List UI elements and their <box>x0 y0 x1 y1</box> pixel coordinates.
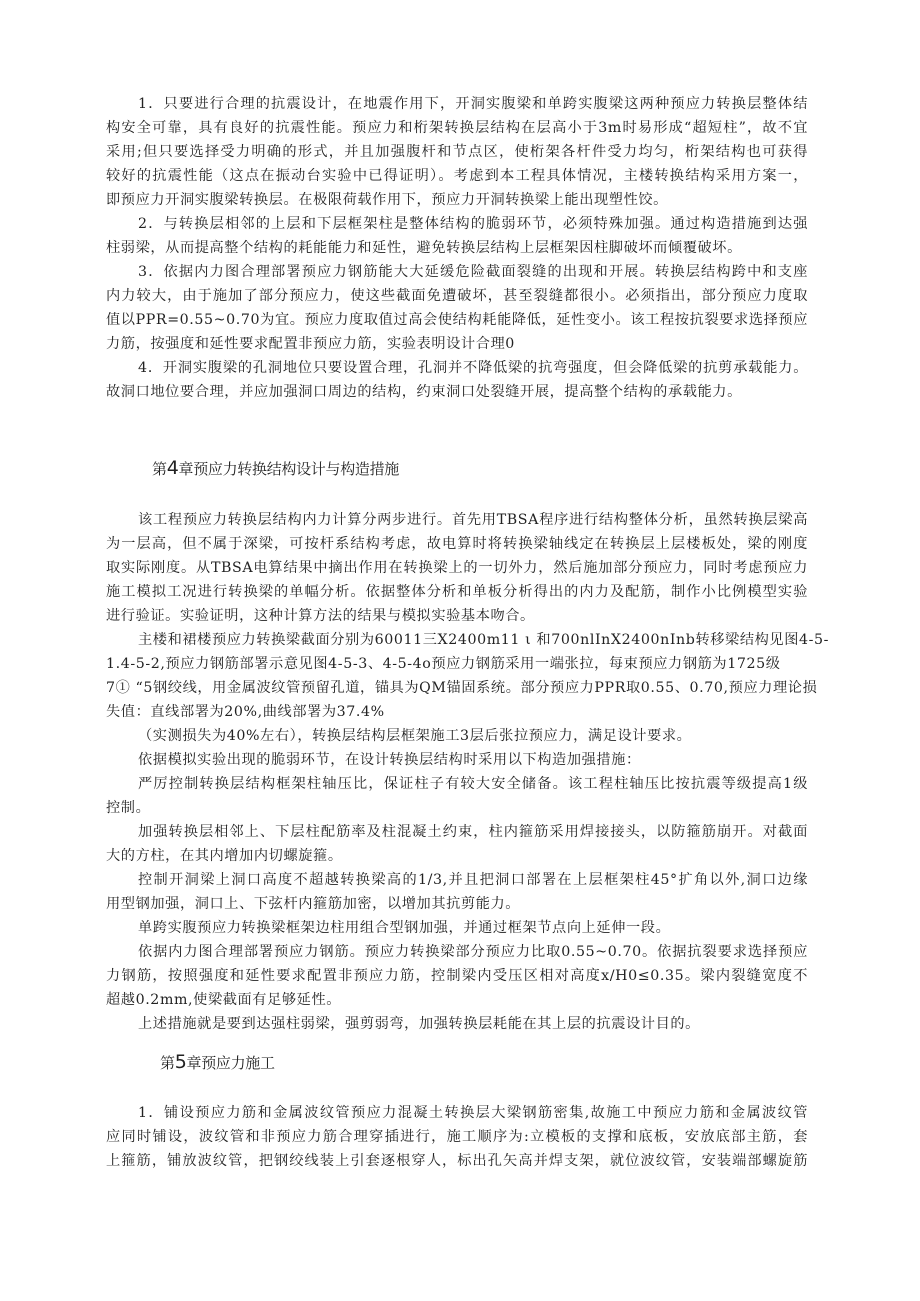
ch5-paragraph-line: 1．铺设预应力筋和金属波纹管预应力混凝土转换层大梁钢筋密集,故施工中预应力筋和金属波纹管 <box>138 1105 808 1121</box>
paragraph-1-line: 1．只要进行合理的抗震设计，在地震作用下，开洞实腹梁和单跨实腹梁这两种预应力转换层整体结 <box>138 96 808 112</box>
ch4-paragraph-line: 大的方柱，在其内增加内切螺旋箍。 <box>106 848 343 864</box>
chapter-5-heading <box>160 1052 275 1073</box>
heading-number: 4 <box>166 457 179 479</box>
ch4-paragraph-line: 依据模拟实验出现的脆弱环节，在设计转换层结构时采用以下构造加强措施： <box>138 752 641 768</box>
ch4-paragraph-line: 7① “5钢绞线，用金属波纹管预留孔道，锚具为QM锚固系统。部分预应力PPR取0.55、0.70,预应力理论损 <box>106 680 818 696</box>
paragraph-3-line: 值以PPR=0.55~0.70为宜。预应力度取值过高会使结构耗能降低，延性变小。该工程按抗裂要求选择预应 <box>106 312 808 328</box>
paragraph-4-line: 4．开洞实腹梁的孔洞地位只要设置合理，孔洞并不降低梁的抗弯强度，但会降低梁的抗剪承载能力。 <box>138 360 808 376</box>
chapter-4-heading <box>152 458 399 479</box>
ch4-paragraph-line: 力钢筋，按照强度和延性要求配置非预应力筋，控制梁内受压区相对高度x/H0≤0.35。梁内裂缝宽度不 <box>106 968 808 984</box>
paragraph-2-line: 2．与转换层相邻的上层和下层框架柱是整体结构的脆弱环节，必须特殊加强。通过构造措施到达强 <box>138 216 808 232</box>
ch4-paragraph-line: 进行验证。实验证明，这种计算方法的结果与模拟实验基本吻合。 <box>106 608 535 624</box>
paragraph-1-line: 较好的抗震性能（这点在振动台实验中已得证明）。考虑到本工程具体情况，主楼转换结构采用方案一， <box>106 168 808 184</box>
ch4-paragraph-line: 控制。 <box>106 800 151 816</box>
ch4-paragraph-line: 该工程预应力转换层结构内力计算分两步进行。首先用TBSA程序进行结构整体分析，虽然转换层梁高 <box>138 512 808 528</box>
ch4-paragraph-line: 1.4-5-2,预应力钢筋部署示意见图4-5-3、4-5-4o预应力钢筋采用一端张拉，每束预应力钢筋为1725级 <box>106 656 781 672</box>
paragraph-3-line: 内力较大，由于施加了部分预应力，使这些截面免遭破坏，甚至裂缝都很小。必须指出，部分预应力度取 <box>106 288 808 304</box>
ch4-paragraph-line: 依据内力图合理部署预应力钢筋。预应力转换梁部分预应力比取0.55~0.70。依据抗裂要求选择预应 <box>138 944 808 960</box>
paragraph-1-line: 即预应力开洞实腹梁转换层。在极限荷载作用下，预应力开洞转换梁上能出现塑性饺。 <box>106 192 668 208</box>
paragraph-3-line: 3．依据内力图合理部署预应力钢筋能大大延缓危险截面裂缝的出现和开展。转换层结构跨中和支座 <box>138 264 808 280</box>
paragraph-4-line: 故洞口地位要合理，并应加强洞口周边的结构，约束洞口处裂缝开展，提高整个结构的承载能力。 <box>106 384 742 400</box>
ch4-paragraph-line: 单跨实腹预应力转换梁框架边柱用组合型钢加强，并通过框架节点向上延伸一段。 <box>138 920 671 936</box>
paragraph-1-line: 构安全可靠，具有良好的抗震性能。预应力和桁架转换层结构在层高小于3m时易形成“超短柱”，故不宜 <box>106 120 808 136</box>
ch5-paragraph-line: 应同时铺设，波纹管和非预应力筋合理穿插进行，施工顺序为:立模板的支撑和底板，安放底部主筋，套 <box>106 1129 808 1145</box>
ch4-paragraph-line: 主楼和裙楼预应力转换梁截面分别为60011三X2400m11 ι 和700nlInX2400nInb转移梁结构见图4-5- <box>138 632 830 648</box>
ch4-paragraph-line: 用型钢加强，洞口上、下弦杆内箍筋加密，以增加其抗剪能力。 <box>106 896 521 912</box>
ch4-paragraph-line: 控制开洞梁上洞口高度不超越转换梁高的1/3,并且把洞口部署在上层框架柱45°扩角以外,洞口边缘 <box>138 872 808 888</box>
heading-prefix: 第 <box>160 1054 175 1072</box>
ch4-paragraph-line: 为一层高，但不属于深梁，可按杆系结构考虑，故电算时将转换梁轴线定在转换层上层楼板处，梁的刚度 <box>106 536 808 552</box>
ch4-paragraph-line: 上述措施就是要到达强柱弱梁，强剪弱弯，加强转换层耗能在其上层的抗震设计目的。 <box>138 1016 700 1032</box>
ch4-paragraph-line: 失值：直线部署为20%,曲线部署为37.4% <box>106 704 385 720</box>
paragraph-1-line: 采用;但只要选择受力明确的形式，并且加强腹杆和节点区，使桁架各杆件受力均匀，桁架结构也可获得 <box>106 144 808 160</box>
ch4-paragraph-line: （实测损失为40%左右），转换层结构层框架施工3层后张拉预应力，满足设计要求。 <box>138 728 692 744</box>
heading-title: 章预应力转换结构设计与构造措施 <box>178 460 400 478</box>
paragraph-2-line: 柱弱梁，从而提高整个结构的耗能能力和延性，避免转换层结构上层框架因柱脚破坏而倾覆破坏。 <box>106 240 742 256</box>
ch4-paragraph-line: 超越0.2mm,使梁截面有足够延性。 <box>106 992 342 1008</box>
ch5-paragraph-line: 上箍筋，铺放波纹管，把钢绞线装上引套逐根穿人，标出孔矢高并焊支架，就位波纹管，安装端部螺旋筋 <box>106 1153 808 1169</box>
ch4-paragraph-line: 施工模拟工况进行转换梁的单幅分析。依据整体分析和单板分析得出的内力及配筋，制作小比例模型实验 <box>106 584 808 600</box>
heading-prefix: 第 <box>152 460 167 478</box>
ch4-paragraph-line: 加强转换层相邻上、下层柱配筋率及柱混凝土约束，柱内箍筋采用焊接接头，以防箍筋崩开。对截面 <box>138 824 808 840</box>
ch4-paragraph-line: 取实际刚度。从TBSA电算结果中摘出作用在转换梁上的一切外力，然后施加部分预应力，同时考虑预应力 <box>106 560 808 576</box>
heading-title: 章预应力施工 <box>186 1054 275 1072</box>
paragraph-3-line: 力筋，按强度和延性要求配置非预应力筋，实验表明设计合理0 <box>106 336 515 352</box>
ch4-paragraph-line: 严厉控制转换层结构框架柱轴压比，保证柱子有较大安全储备。该工程柱轴压比按抗震等级提高1级 <box>138 776 808 792</box>
heading-number: 5 <box>174 1051 187 1073</box>
